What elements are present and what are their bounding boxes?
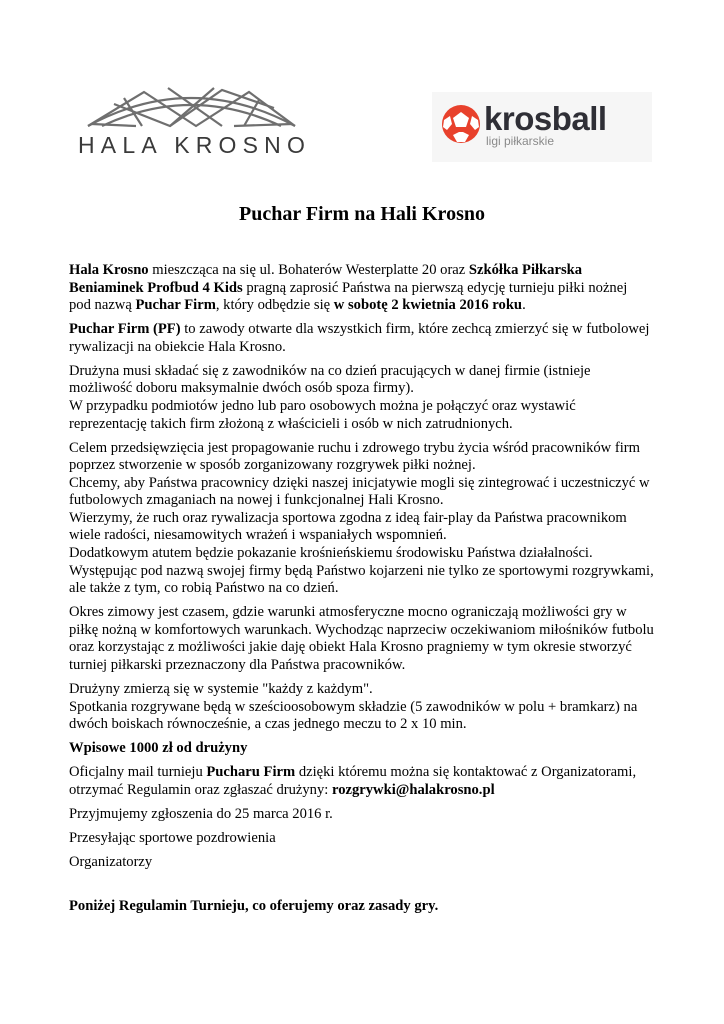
- text-span: , który odbędzie się: [215, 297, 334, 314]
- intro-paragraph: [69, 262, 659, 315]
- text-line: wiele radości, niesamowitych wrażeń i wspaniałych wspomnień.: [69, 527, 447, 544]
- text-line: dwóch boiskach równocześnie, a czas jednego meczu to 2 x 10 min.: [69, 716, 467, 733]
- footer-note: [69, 898, 659, 916]
- text-line: Drużyna musi składać się z zawodników na co dzień pracujących w danej firmie (istnieje: [69, 362, 591, 379]
- venue-name: Hala Krosno: [69, 262, 149, 278]
- school-name-2: Beniaminek Profbud 4 Kids: [69, 279, 243, 296]
- text-line: oraz korzystając z możliwości jakie daję obiekt Hala Krosno pragniemy w tym okresie stworzyć: [69, 639, 632, 656]
- text-line: Wierzymy, że ruch oraz rywalizacja sportowa zgodna z ideą fair-play da Państwa pracownikom: [69, 509, 627, 526]
- document-title: Puchar Firm na Hali Krosno: [239, 203, 485, 225]
- entry-fee: [69, 740, 659, 758]
- text-line: Drużyny zmierzą się w systemie "każdy z każdym".: [69, 681, 373, 698]
- goals-paragraph: [69, 440, 659, 598]
- event-date: w sobotę 2 kwietnia 2016 roku: [333, 297, 523, 314]
- soccer-ball-icon: [441, 103, 481, 145]
- hala-krosno-logo: [76, 82, 312, 162]
- text-span: otrzymać Regulamin oraz zgłaszać drużyny:: [69, 781, 332, 798]
- team-rules-paragraph: [69, 363, 659, 433]
- text-line: W przypadku podmiotów jedno lub paro osobowych można je połączyć oraz wystawić: [69, 397, 576, 414]
- spacer: [69, 878, 659, 898]
- text-line: Występując pod nazwą swojej firmy będą Państwo kojarzeni nie tylko ze sportowymi rozgrywkami,: [69, 562, 654, 579]
- text-line: możliwość doboru maksymalnie dwóch osób spoza firmy).: [69, 380, 414, 397]
- text-span: .: [522, 297, 526, 314]
- text-span: pod nazwą: [69, 297, 136, 314]
- text-line: reprezentację takich firm złożoną z właścicieli i osób w nich zatrudnionych.: [69, 415, 513, 432]
- text-line: piłkę nożną w komfortowych warunkach. Wychodząc naprzeciw oczekiwaniom miłośników futbolu: [69, 621, 654, 638]
- text-span: to zawody otwarte dla wszystkich firm, które zechcą zmierzyć się w futbolowej: [180, 321, 650, 338]
- text-span: mieszcząca na się ul. Bohaterów Westerplatte 20 oraz: [148, 262, 469, 278]
- krosball-logo-name: krosball: [484, 100, 607, 137]
- tournament-name: Puchar Firm: [135, 297, 216, 314]
- text-span: rywalizacji na obiekcie Hala Krosno.: [69, 338, 286, 355]
- text-line: Spotkania rozgrywane będą w sześcioosobowym składzie (5 zawodników w polu + bramkarz) na: [69, 698, 638, 715]
- text-line: Chcemy, aby Państwa pracownicy dzięki naszej inicjatywie mogli się zintegrować i uczestniczyć w: [69, 474, 650, 491]
- entry-fee-text: Wpisowe 1000 zł od drużyny: [69, 740, 248, 757]
- text-line: poprzez stworzenie w sposób zorganizowany rozgrywek piłki nożnej.: [69, 457, 476, 474]
- signature: Organizatorzy: [69, 853, 153, 870]
- tournament-name: Pucharu Firm: [206, 764, 296, 781]
- system-paragraph: [69, 681, 659, 734]
- text-line: futbolowych zmaganiach na nowej i funkcjonalnej Hali Krosno.: [69, 492, 444, 509]
- text-span: pragną zaprosić Państwa na pierwszą edycję turnieju piłki nożnej: [242, 279, 628, 296]
- text-line: Okres zimowy jest czasem, gdzie warunki atmosferyczne mocno ograniczają możliwości gry w: [69, 604, 627, 621]
- text-span: Oficjalny mail turnieju: [69, 764, 207, 781]
- text-line: ale także z tym, co robią Państwo na co dzień.: [69, 580, 339, 597]
- krosball-logo: [432, 92, 652, 162]
- footer-note-text: Poniżej Regulamin Turnieju, co oferujemy oraz zasady gry.: [69, 897, 439, 914]
- deadline: Przyjmujemy zgłoszenia do 25 marca 2016 r.: [69, 805, 333, 822]
- pf-paragraph: [69, 321, 659, 356]
- text-line: Dodatkowym atutem będzie pokazanie krośnieńskiemu środowisku Państwa działalności.: [69, 545, 593, 562]
- greeting: Przesyłając sportowe pozdrowienia: [69, 829, 276, 846]
- pf-label: Puchar Firm (PF): [69, 321, 181, 338]
- contact-paragraph: [69, 764, 659, 799]
- text-span: dzięki któremu można się kontaktować z Organizatorami,: [295, 764, 637, 781]
- text-line: Celem przedsięwzięcia jest propagowanie ruchu i zdrowego trybu życia wśród pracowników firm: [69, 439, 640, 456]
- krosball-logo-subtitle: ligi piłkarskie: [486, 134, 555, 148]
- contact-email: rozgrywki@halakrosno.pl: [331, 781, 495, 798]
- hala-dome-icon: [84, 82, 299, 130]
- school-name: Szkółka Piłkarska: [468, 262, 583, 278]
- hala-logo-text: HALA KROSNO: [78, 132, 312, 158]
- document-body: [69, 262, 659, 922]
- text-line: turniej piłkarski przeznaczony dla Państwa pracowników.: [69, 657, 406, 674]
- winter-paragraph: [69, 604, 659, 674]
